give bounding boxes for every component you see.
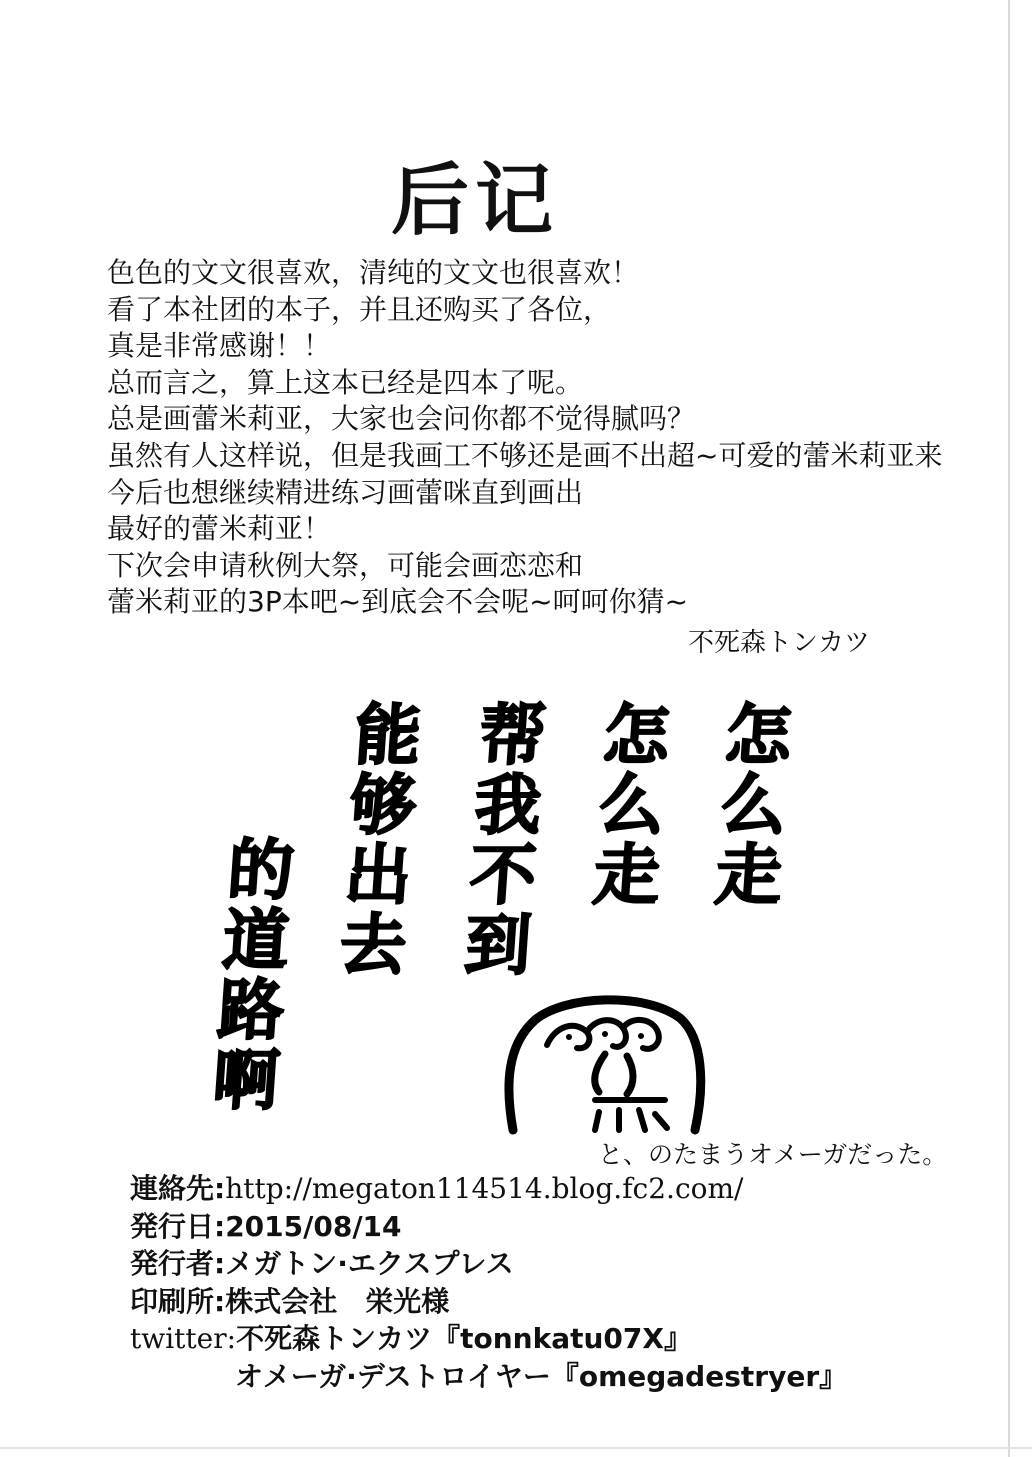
printer-label: 印刷所: — [130, 1284, 226, 1318]
body-line: 今后也想继续精进练习画蕾咪直到画出 — [107, 475, 584, 509]
twitter-handle-2: オメーガ·デストロイヤー『omegadestryer』 — [235, 1359, 848, 1393]
afterword-body — [107, 255, 1007, 621]
body-line: 虽然有人这样说，但是我画工不够还是画不出超~可爱的蕾米莉亚来 — [107, 438, 943, 472]
doodle-caption: と、のたまうオメーガだった。 — [598, 1140, 948, 1169]
page-edge-bottom — [0, 1447, 1032, 1449]
body-line: 色色的文文很喜欢，清纯的文文也很喜欢！ — [107, 256, 640, 289]
calligraphy-column: 能够出去 — [326, 700, 424, 980]
colophon-printer — [130, 1283, 1010, 1321]
calligraphy-column: 怎么走 — [579, 700, 673, 910]
calligraphy-column: 帮我不到 — [451, 700, 549, 980]
calligraphy-column: 的道路啊 — [199, 835, 297, 1115]
publisher-value: メガトン·エクスプレス — [225, 1247, 514, 1280]
calligraphy-column: 怎么走 — [701, 700, 795, 910]
body-line: 最好的蕾米莉亚！ — [107, 512, 332, 546]
body-line: 下次会申请秋例大祭，可能会画恋恋和 — [107, 548, 584, 582]
body-line: 真是非常感谢！！ — [107, 329, 332, 363]
body-line: 看了本社团的本子，并且还购买了各位， — [107, 292, 612, 326]
date-value: 2015/08/14 — [225, 1209, 402, 1243]
colophon-contact — [130, 1170, 1010, 1208]
date-label: 発行日: — [130, 1209, 226, 1243]
body-line: 总是画蕾米莉亚，大家也会问你都不觉得腻吗？ — [107, 402, 696, 436]
publisher-label: 発行者: — [130, 1247, 226, 1280]
colophon-twitter-2 — [130, 1358, 1010, 1396]
twitter-label: twitter: — [130, 1322, 237, 1355]
contact-label: 連絡先: — [130, 1172, 226, 1205]
colophon — [130, 1170, 1010, 1395]
colophon-publisher — [130, 1245, 1010, 1283]
colophon-date — [130, 1208, 1010, 1246]
body-line: 总而言之，算上这本已经是四本了呢。 — [107, 365, 584, 399]
twitter-handle-1: 不死森トンカツ『tonnkatu07X』 — [236, 1322, 692, 1355]
author-signature: 不死森トンカツ — [688, 628, 871, 658]
body-line: 蕾米莉亚的3P本吧~到底会不会呢~呵呵你猜~ — [107, 585, 689, 619]
printer-value: 株式会社 栄光様 — [225, 1284, 450, 1318]
page-title: 后记 — [390, 156, 559, 246]
contact-url: http://megaton114514.blog.fc2.com/ — [225, 1172, 744, 1205]
character-doodle-icon — [495, 990, 715, 1140]
colophon-twitter — [130, 1320, 1010, 1358]
